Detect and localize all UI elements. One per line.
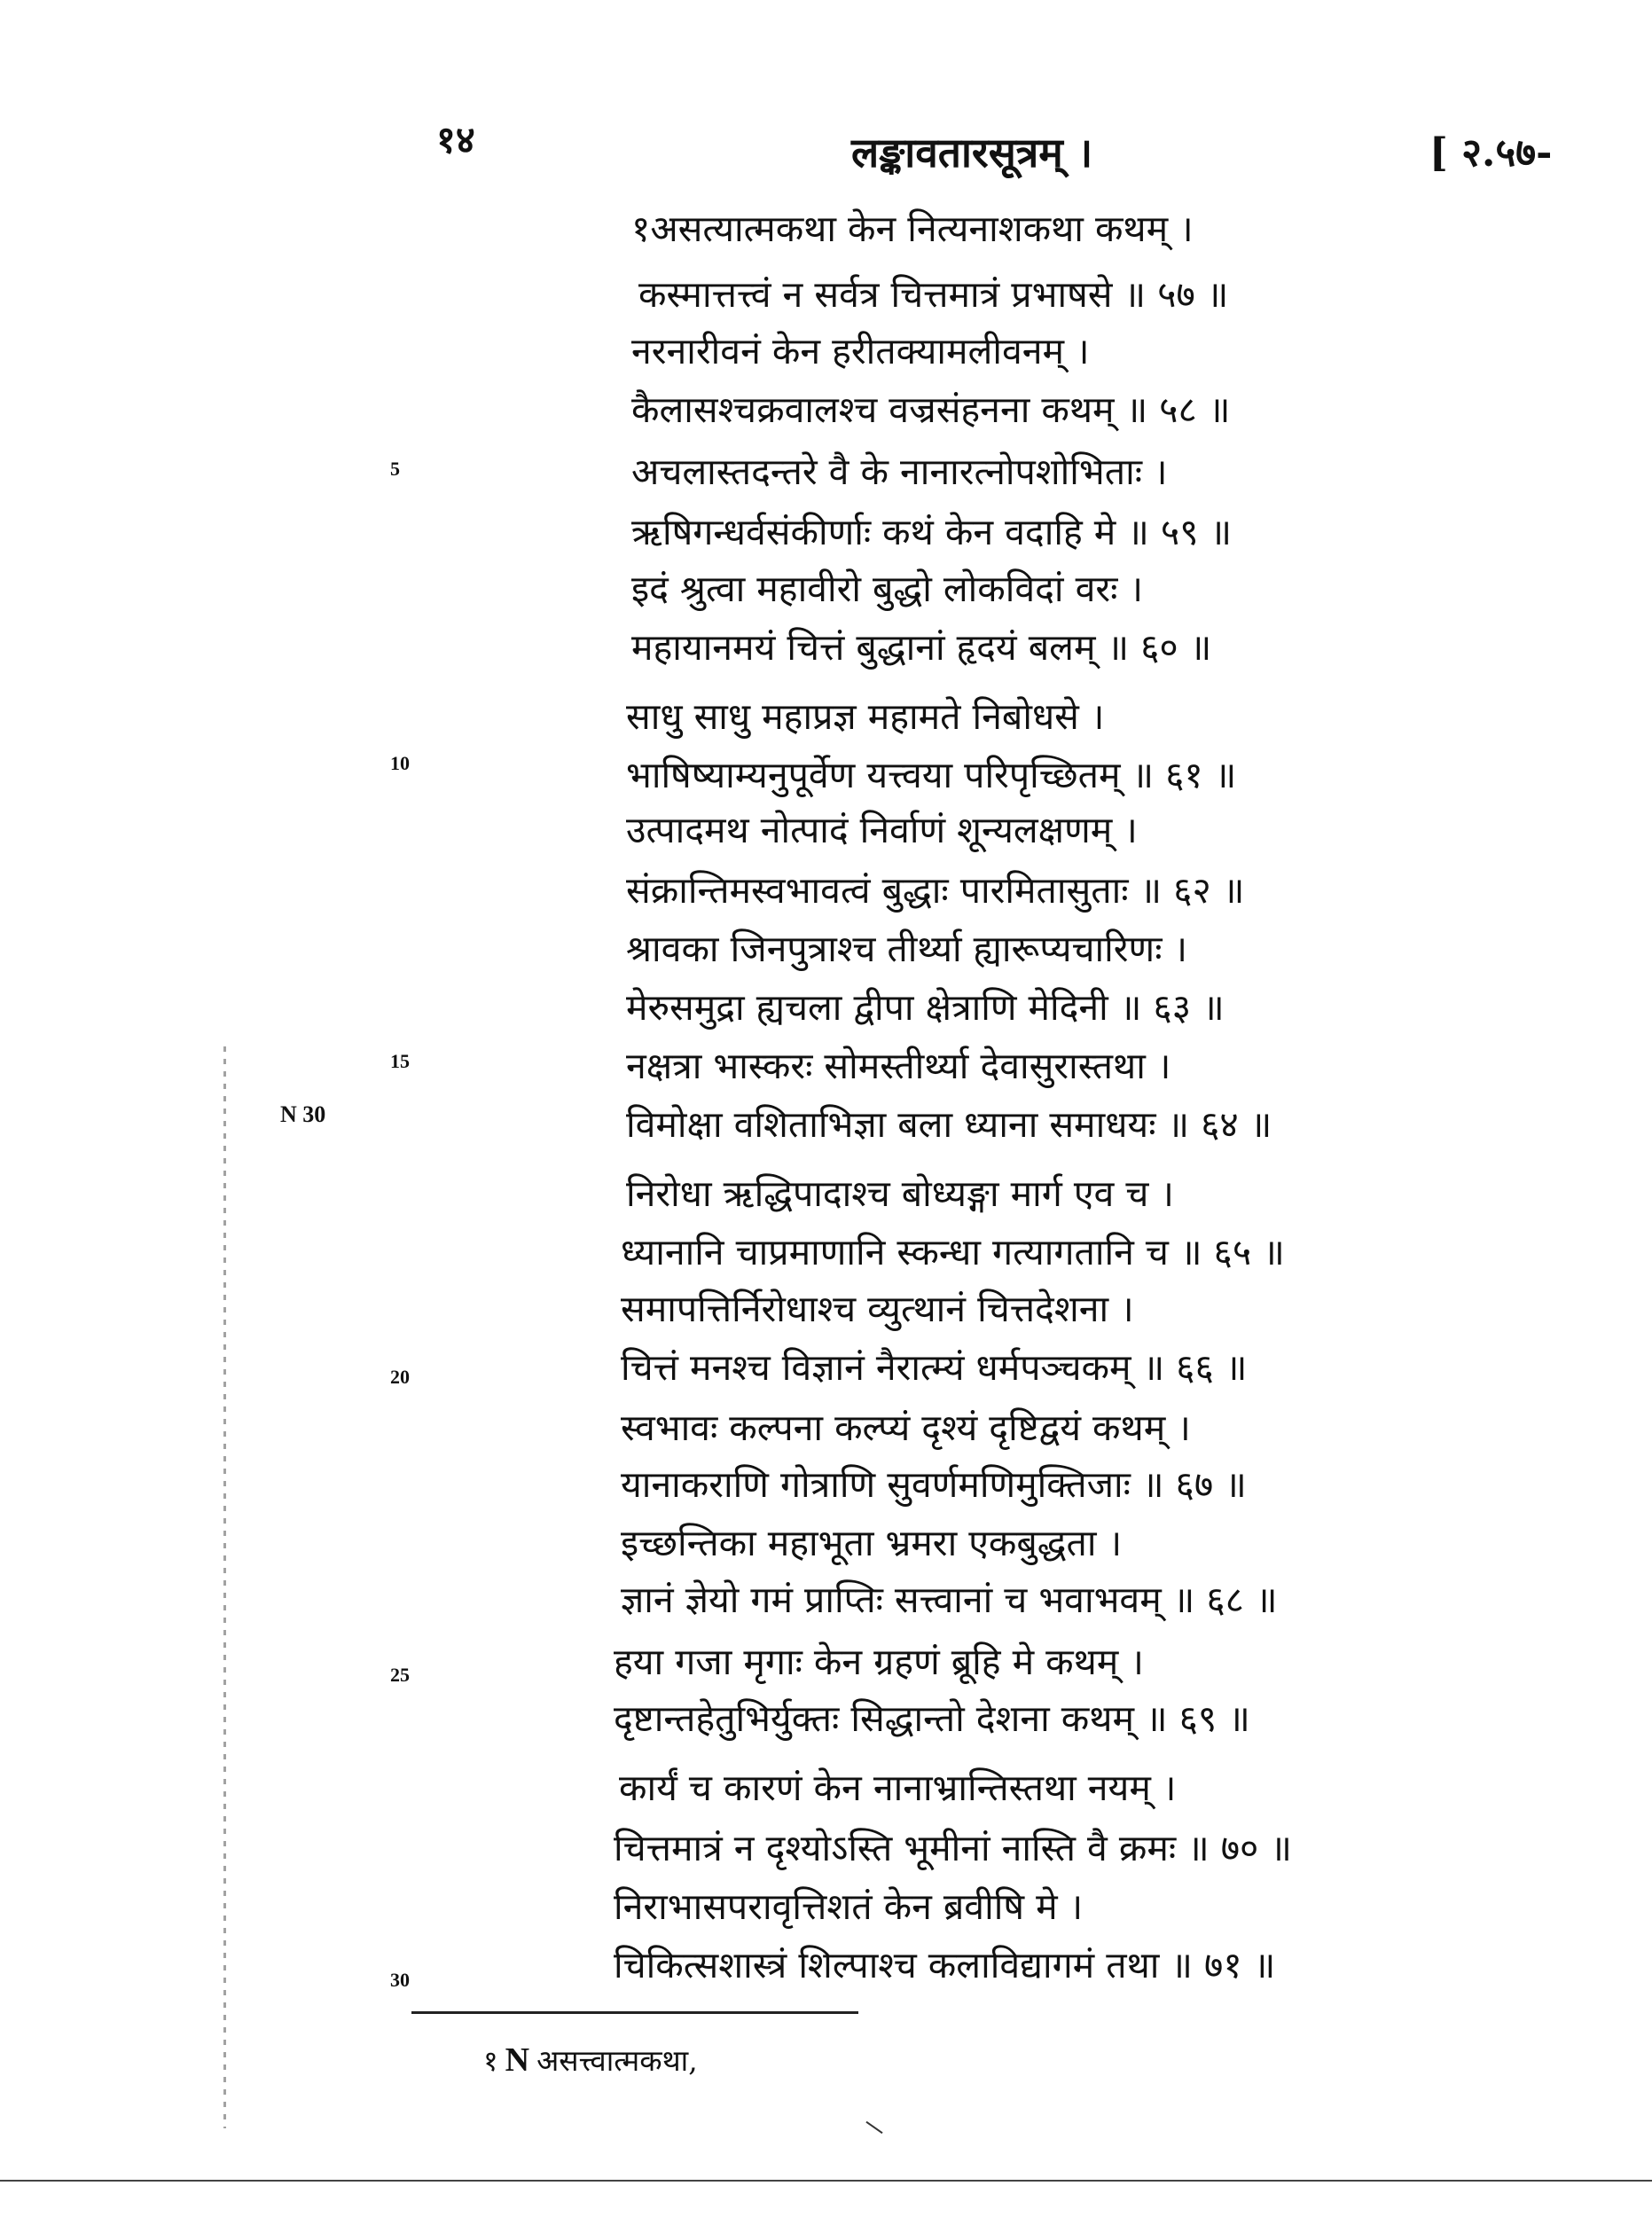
line-number: 30 [390,1969,410,1991]
verse-line: भाषिष्याम्यनुपूर्वेण यत्त्वया परिपृच्छितम् ॥ ६१ ॥ [626,754,1237,796]
verse-line: चित्तं मनश्च विज्ञानं नैरात्म्यं धर्मपञ्चकम् ॥ ६६ ॥ [621,1346,1248,1389]
footnote [483,2040,698,2080]
verse-line: कार्यं च कारणं केन नानाभ्रान्तिस्तथा नयम् । [619,1767,1177,1809]
verse-line: चिकित्सशास्त्रं शिल्पाश्च कलाविद्यागमं तथा ॥ ७१ ॥ [614,1944,1276,1986]
verse-line: इच्छन्तिका महाभूता भ्रमरा एकबुद्धता । [621,1522,1123,1564]
binding-edge [223,1046,226,2128]
verse-line: ध्यानानि चाप्रमाणानि स्कन्धा गत्यागतानि च ॥ ६५ ॥ [621,1231,1285,1273]
line-number: 5 [390,458,400,480]
verse-line: नरनारीवनं केन हरीतक्यामलीवनम् । [631,330,1090,372]
verse-line: १असत्यात्मकथा केन नित्यनाशकथा कथम् । [631,208,1194,250]
verse-line: कैलासश्चक्रवालश्च वज्रसंहनना कथम् ॥ ५८ ॥ [631,388,1231,431]
verse-line: दृष्टान्तहेतुभिर्युक्तः सिद्धान्तो देशना कथम् ॥ ६९ ॥ [614,1697,1250,1740]
verse-line: साधु साधु महाप्रज्ञ महामते निबोधसे । [626,695,1105,738]
verse-line: अचलास्तदन्तरे वै के नानारत्नोपशोभिताः । [631,450,1168,493]
verse-line: हया गजा मृगाः केन ग्रहणं ब्रूहि मे कथम् । [614,1641,1144,1683]
verse-line: महायानमयं चित्तं बुद्धानां हृदयं बलम् ॥ ६० ॥ [631,626,1212,669]
line-number: 20 [390,1366,410,1388]
footnote-mark: १ [483,2044,498,2078]
verse-line: ऋषिगन्धर्वसंकीर्णाः कथं केन वदाहि मे ॥ ५९ ॥ [631,511,1233,553]
verse-line: कस्मात्तत्त्वं न सर्वत्र चित्तमात्रं प्रभाषसे ॥ ५७ ॥ [638,273,1229,316]
verse-line: समापत्तिर्निरोधाश्च व्युत्थानं चित्तदेशना । [621,1288,1134,1330]
verse-line: उत्पादमथ नोत्पादं निर्वाणं शून्यलक्षणम् । [626,809,1138,851]
footnote-rule [411,2011,858,2014]
line-number: 10 [390,752,410,774]
verse-line: इदं श्रुत्वा महावीरो बुद्धो लोकविदां वरः । [631,568,1144,610]
verse-line: यानाकराणि गोत्राणि सुवर्णमणिमुक्तिजाः ॥ ६७ ॥ [621,1463,1247,1506]
verse-line: निरोधा ऋद्धिपादाश्च बोध्यङ्गा मार्ग एव च । [626,1172,1174,1215]
verse-line: नक्षत्रा भास्करः सोमस्तीर्थ्या देवासुरास्तथा । [626,1045,1171,1087]
footnote-text: असत्त्वात्मकथा, [536,2043,698,2078]
line-number: 25 [390,1664,410,1686]
verse-line: निराभासपरावृत्तिशतं केन ब्रवीषि मे । [614,1885,1084,1928]
page-number: १४ [436,118,475,161]
verse-line: स्वभावः कल्पना कल्प्यं दृश्यं दृष्टिद्वयं कथम् । [621,1406,1191,1449]
verse-reference: [ २.५७- [1429,130,1553,176]
verse-line: चित्तमात्रं न दृश्योऽस्ति भूमीनां नास्ति वै क्रमः ॥ ७० ॥ [614,1827,1292,1869]
verse-line: ज्ञानं ज्ञेयो गमं प्राप्तिः सत्त्वानां च भवाभवम् ॥ ६८ ॥ [621,1579,1278,1621]
tick-mark [865,2121,882,2134]
verse-line: विमोक्षा वशिताभिज्ञा बला ध्याना समाधयः ॥ ६४ ॥ [626,1103,1272,1146]
line-number: 15 [390,1050,410,1072]
running-title: लङ्कावतारसूत्रम् । [851,129,1093,176]
bottom-rule [0,2180,1652,2182]
verse-line: मेरुसमुद्रा ह्यचला द्वीपा क्षेत्राणि मेदिनी ॥ ६३ ॥ [626,986,1225,1029]
verse-line: संक्रान्तिमस्वभावत्वं बुद्धाः पारमितासुताः ॥ ६२ ॥ [626,869,1245,912]
manuscript-reference: N 30 [280,1101,326,1127]
verse-line: श्रावका जिनपुत्राश्च तीर्थ्या ह्यारूप्यचारिणः । [626,928,1188,970]
footnote-manuscript: N [505,2041,530,2079]
